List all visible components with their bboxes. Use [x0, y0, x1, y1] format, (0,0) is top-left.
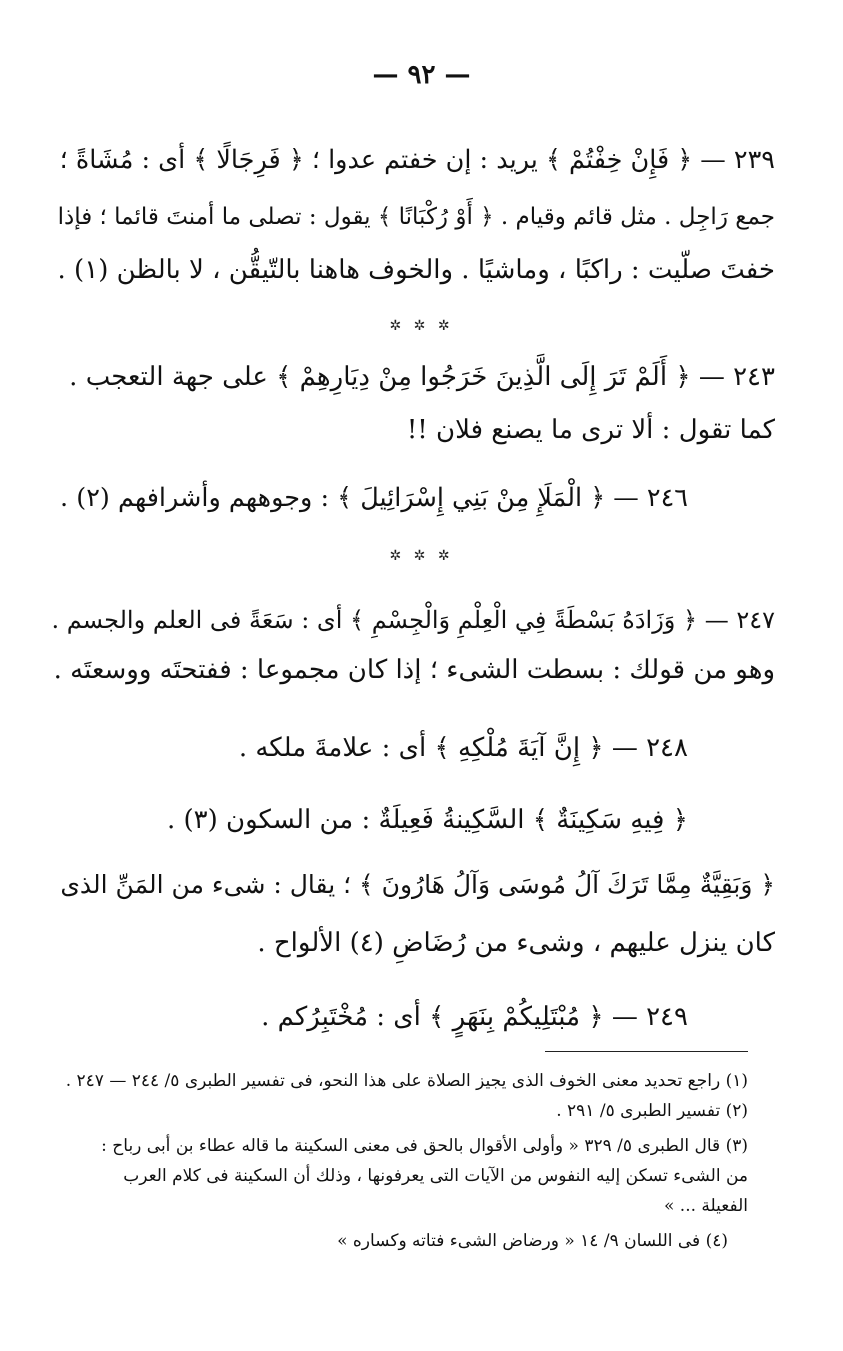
entry-239-line-3: خفتَ صلّيت : راكبًا ، وماشيًا . والخوف هاهنا بالتّيقُّن ، لا بالظن (١) .	[57, 255, 775, 285]
entry-247-line-2: وهو من قولك : بسطت الشىء ؛ إذا كان مجموعا : ففتحتَه ووسعتَه .	[53, 655, 775, 685]
entry-239-line-2: جمع رَاجِل . مثل قائم وقيام . ﴿ أَوْ رُكْبَانًا ﴾ يقول : تصلى ما أمنتَ قائما ؛ فإذا	[57, 204, 775, 230]
entry-248-line-4: كان ينزل عليهم ، وشىء من رُضَاضِ (٤) الألواح .	[257, 928, 775, 958]
entry-246: ٢٤٦ — ﴿ الْمَلَإِ مِنْ بَنِي إِسْرَائِيلَ ﴾ : وجوههم وأشرافهم (٢) .	[60, 483, 688, 513]
footnote-3-line-3: الفعيلة ... »	[664, 1196, 748, 1216]
entry-249: ٢٤٩ — ﴿ مُبْتَلِيكُمْ بِنَهَرٍ ﴾ أى : مُخْتَبِرُكم .	[261, 1002, 688, 1032]
entry-243-line-1: ٢٤٣ — ﴿ أَلَمْ تَرَ إِلَى الَّذِينَ خَرَجُوا مِنْ دِيَارِهِمْ ﴾ على جهة التعجب .	[69, 362, 775, 392]
entry-247-line-1: ٢٤٧ — ﴿ وَزَادَهُ بَسْطَةً فِي الْعِلْمِ وَالْجِسْمِ ﴾ أى : سَعَةً فى العلم والجسم .	[51, 606, 775, 634]
entry-248-line-1: ٢٤٨ — ﴿ إِنَّ آيَةَ مُلْكِهِ ﴾ أى : علامةَ ملكه .	[238, 733, 688, 763]
entry-243-line-2: كما تقول : ألا ترى ما يصنع فلان !!	[406, 415, 775, 445]
footnote-3-line-2: من الشىء تسكن إليه النفوس من الآيات التى يعرفونها ، وذلك أن السكينة فى كلام العرب	[123, 1166, 748, 1186]
entry-239-line-1: ٢٣٩ — ﴿ فَإِنْ خِفْتُمْ ﴾ يريد : إن خفتم عدوا ؛ ﴿ فَرِجَالًا ﴾ أى : مُشَاةً ؛	[59, 145, 775, 175]
footnote-4: (٤) فى اللسان ٩/ ١٤ « ورضاض الشىء فتاته وكساره »	[337, 1231, 728, 1251]
entry-248-line-2: ﴿ فِيهِ سَكِينَةٌ ﴾ السَّكِينةُ فَعِيلَةٌ : من السكون (٣) .	[166, 805, 688, 835]
section-divider: ✲ ✲ ✲	[389, 548, 454, 564]
page-number: — ٩٢ —	[372, 60, 471, 90]
footnote-2: (٢) تفسير الطبرى ٥/ ٢٩١ .	[556, 1101, 748, 1121]
section-divider: ✲ ✲ ✲	[389, 318, 454, 334]
footnote-separator	[545, 1051, 748, 1052]
footnote-3-line-1: (٣) قال الطبرى ٥/ ٣٢٩ « وأولى الأقوال بالحق فى معنى السكينة ما قاله عطاء بن أبى رباح :	[101, 1136, 748, 1156]
entry-248-line-3: ﴿ وَبَقِيَّةٌ مِمَّا تَرَكَ آلُ مُوسَى وَآلُ هَارُونَ ﴾ ؛ يقال : شىء من المَنِّ الذى	[60, 870, 775, 899]
footnote-1: (١) راجع تحديد معنى الخوف الذى يجيز الصلاة على هذا النحو، فى تفسير الطبرى ٥/ ٢٤٤ — ٢٤٧ .	[65, 1071, 748, 1091]
